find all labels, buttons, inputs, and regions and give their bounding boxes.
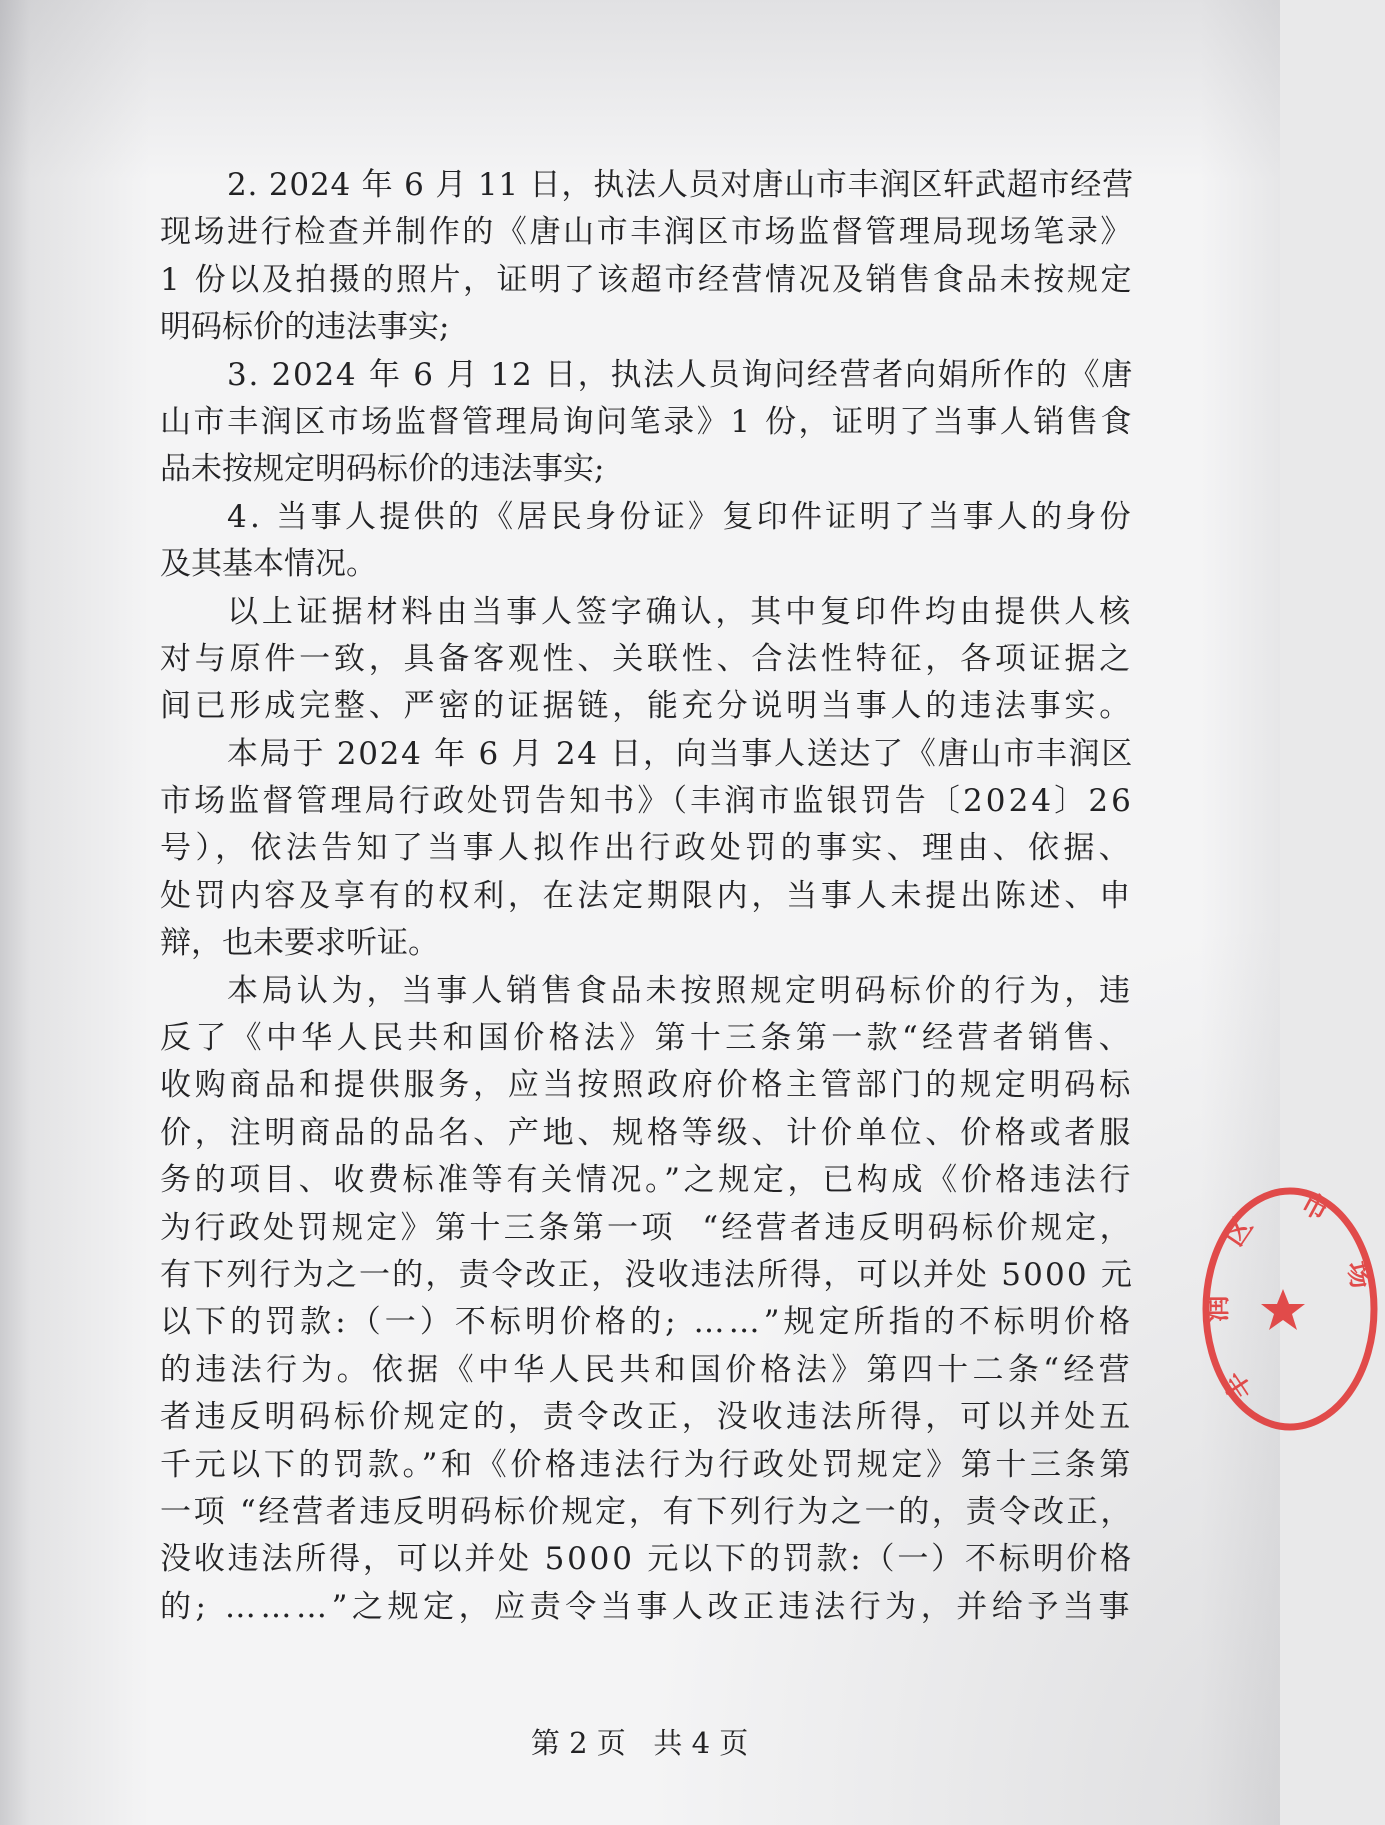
line-text: 4. 当事人提供的《居民身份证》复印件证明了当事人的身份 — [227, 498, 1134, 535]
text-line — [160, 968, 1134, 1015]
line-text: 以上证据材料由当事人签字确认，其中复印件均由提供人核 — [227, 593, 1134, 630]
text-line — [160, 920, 1134, 967]
text-line — [160, 352, 1134, 399]
line-text: 有下列行为之一的，责令改正，没收违法所得，可以并处 5000 元 — [160, 1256, 1134, 1293]
page-number-footer — [494, 1680, 748, 1806]
text-line — [160, 541, 1134, 588]
paragraph — [160, 494, 1134, 589]
text-line — [160, 304, 1134, 351]
line-text: 本局认为，当事人销售食品未按照规定明码标价的行为，违 — [227, 972, 1134, 1009]
text-line — [160, 1536, 1134, 1583]
text-line — [160, 825, 1134, 872]
line-text: 没收违法所得，可以并处 5000 元以下的罚款:（一）不标明价格 — [160, 1541, 1134, 1578]
text-line — [160, 1489, 1134, 1536]
line-text: 品未按规定明码标价的违法事实; — [160, 451, 605, 488]
text-line — [160, 446, 1134, 493]
line-text: 间已形成完整、严密的证据链，能充分说明当事人的违法事实。 — [160, 688, 1134, 725]
line-text: 务的项目、收费标准等有关情况。”之规定，已构成《价格违法行 — [160, 1162, 1134, 1199]
line-text: 对与原件一致，具备客观性、关联性、合法性特征，各项证据之 — [160, 640, 1134, 677]
text-line — [160, 1584, 1134, 1631]
text-line — [160, 209, 1134, 256]
text-line — [160, 162, 1134, 209]
paragraph — [160, 352, 1134, 494]
paragraph — [160, 162, 1134, 352]
document-body — [160, 162, 1134, 1631]
text-line — [160, 731, 1134, 778]
seal-lettering — [1202, 1187, 1377, 1405]
paragraph — [160, 731, 1134, 968]
text-line — [160, 1252, 1134, 1299]
text-line — [160, 873, 1134, 920]
line-text: 千元以下的罚款。”和《价格违法行为行政处罚规定》第十三条第 — [160, 1446, 1134, 1483]
line-text: 辩，也未要求听证。 — [160, 925, 439, 962]
text-line — [160, 589, 1134, 636]
text-line — [160, 1015, 1134, 1062]
line-text: 山市丰润区市场监督管理局询问笔录》1 份，证明了当事人销售食 — [160, 403, 1134, 440]
official-seal-stamp — [1195, 1185, 1385, 1435]
text-line — [160, 1442, 1134, 1489]
seal-lettering-path: 丰润区市场 — [1201, 1187, 1377, 1406]
line-text: 为行政处罚规定》第十三条第一项 “经营者违反明码标价规定， — [160, 1209, 1134, 1246]
line-text: 1 份以及拍摄的照片，证明了该超市经营情况及销售食品未按规定 — [160, 261, 1134, 298]
line-text: 收购商品和提供服务，应当按照政府价格主管部门的规定明码标 — [160, 1067, 1134, 1104]
page-number-label: 第 2 页 共 4 页 — [530, 1726, 749, 1760]
text-line — [160, 1157, 1134, 1204]
line-text: 现场进行检查并制作的《唐山市丰润区市场监督管理局现场笔录》 — [160, 214, 1134, 251]
text-line — [160, 399, 1134, 446]
paragraph — [160, 968, 1134, 1631]
line-text: 本局于 2024 年 6 月 24 日，向当事人送达了《唐山市丰润区 — [227, 735, 1134, 772]
text-line — [160, 494, 1134, 541]
line-text: 市场监督管理局行政处罚告知书》（丰润市监银罚告〔2024〕26 — [160, 783, 1134, 820]
text-line — [160, 257, 1134, 304]
line-text: 的; ………”之规定，应责令当事人改正违法行为，并给予当事 — [160, 1588, 1134, 1625]
text-line — [160, 683, 1134, 730]
line-text: 及其基本情况。 — [160, 546, 377, 583]
seal-star-icon — [1261, 1289, 1305, 1330]
text-line — [160, 1299, 1134, 1346]
text-line — [160, 636, 1134, 683]
line-text: 的违法行为。依据《中华人民共和国价格法》第四十二条“经营 — [160, 1351, 1134, 1388]
line-text: 号），依法告知了当事人拟作出行政处罚的事实、理由、依据、 — [160, 830, 1134, 867]
line-text: 3. 2024 年 6 月 12 日，执法人员询问经营者向娟所作的《唐 — [227, 356, 1134, 393]
line-text: 2. 2024 年 6 月 11 日，执法人员对唐山市丰润区轩武超市经营 — [227, 167, 1134, 203]
line-text: 一项 “经营者违反明码标价规定，有下列行为之一的，责令改正， — [160, 1493, 1134, 1530]
text-line — [160, 1110, 1134, 1157]
text-line — [160, 1394, 1134, 1441]
line-text: 处罚内容及享有的权利，在法定期限内，当事人未提出陈述、申 — [160, 877, 1134, 914]
line-text: 价，注明商品的品名、产地、规格等级、计价单位、价格或者服 — [160, 1114, 1134, 1151]
text-line — [160, 1205, 1134, 1252]
line-text: 反了《中华人民共和国价格法》第十三条第一款“经营者销售、 — [160, 1020, 1134, 1057]
line-text: 以下的罚款:（一）不标明价格的; ……”规定所指的不标明价格 — [160, 1304, 1134, 1341]
paragraph — [160, 589, 1134, 731]
line-text: 者违反明码标价规定的，责令改正，没收违法所得，可以并处五 — [160, 1399, 1134, 1436]
text-line — [160, 778, 1134, 825]
line-text: 明码标价的违法事实; — [160, 309, 450, 346]
text-line — [160, 1062, 1134, 1109]
text-line — [160, 1347, 1134, 1394]
